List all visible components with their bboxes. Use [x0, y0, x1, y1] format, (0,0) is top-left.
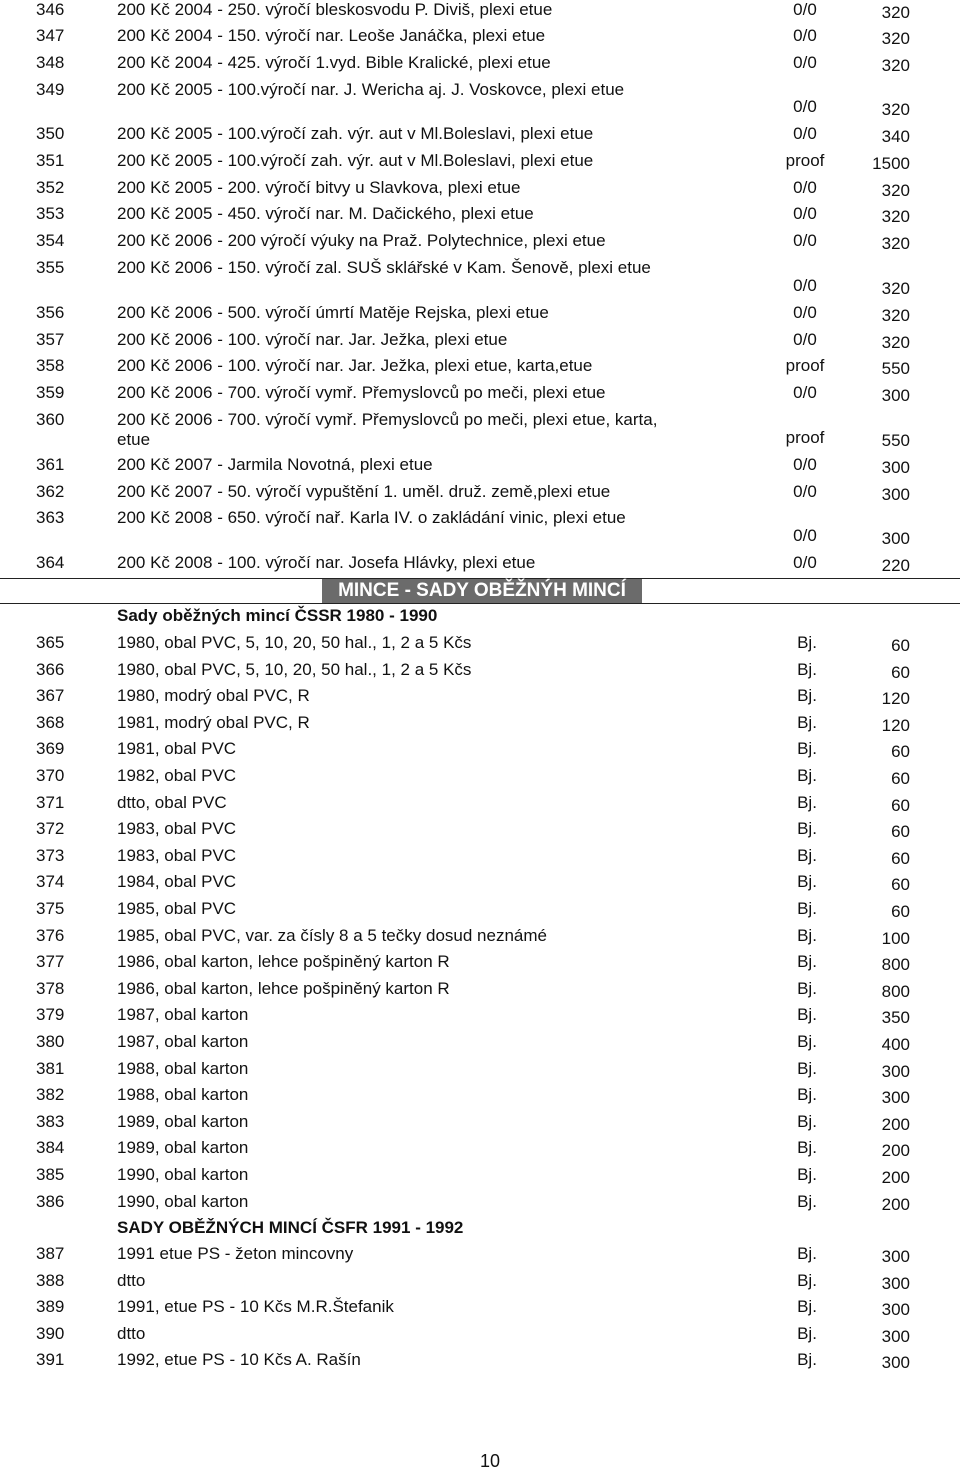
item-description: 200 Kč 2005 - 200. výročí bitvy u Slavkova, plexi etue [117, 178, 521, 197]
page-number: 10 [480, 1451, 501, 1471]
item-condition: 0/0 [793, 303, 817, 322]
item-price: 60 [891, 662, 910, 682]
item-description: 200 Kč 2007 - Jarmila Novotná, plexi etue [117, 455, 433, 474]
item-description: 200 Kč 2008 - 650. výročí nař. Karla IV. o zakládání vinic, plexi etue [117, 508, 626, 527]
item-condition: 0/0 [793, 53, 817, 72]
item-price: 60 [891, 822, 910, 842]
item-number: 376 [36, 925, 65, 945]
item-description: 1988, obal karton [117, 1085, 249, 1105]
item-condition: 0/0 [793, 526, 817, 545]
item-condition: 0/0 [793, 383, 817, 402]
item-price: 320 [881, 3, 910, 22]
item-price: 320 [881, 279, 910, 298]
item-number: 346 [36, 0, 65, 19]
item-price: 320 [881, 56, 910, 75]
item-description: 1990, obal karton [117, 1191, 249, 1211]
item-description: 200 Kč 2006 - 700. výročí vymř. Přemyslovců po meči, plexi etue [117, 383, 606, 402]
item-condition: 0/0 [793, 124, 817, 143]
item-condition: Bj. [797, 766, 817, 785]
item-price: 220 [881, 556, 910, 575]
item-condition: Bj. [797, 1270, 817, 1290]
item-number: 368 [36, 712, 65, 732]
item-price: 300 [881, 1061, 910, 1081]
item-number: 385 [36, 1165, 65, 1184]
item-price: 300 [881, 1088, 910, 1108]
item-description: 1987, obal karton [117, 1032, 249, 1051]
item-condition: Bj. [797, 1111, 817, 1131]
item-condition: 0/0 [793, 276, 817, 295]
item-description: dtto [117, 1270, 146, 1290]
item-condition: Bj. [797, 1191, 817, 1211]
item-description: 200 Kč 2005 - 100.výročí zah. výr. aut v Ml.Boleslavi, plexi etue [117, 151, 594, 170]
section-banner [0, 578, 960, 604]
item-condition: Bj. [797, 1058, 817, 1078]
item-condition: Bj. [797, 686, 817, 706]
item-price: 300 [881, 1247, 910, 1266]
item-number: 370 [36, 766, 65, 785]
item-number: 371 [36, 792, 65, 812]
item-price: 300 [881, 1300, 910, 1320]
item-condition: Bj. [797, 872, 817, 892]
item-price: 800 [881, 981, 910, 1001]
item-price: 300 [881, 529, 910, 548]
item-condition: Bj. [797, 659, 817, 679]
item-price: 60 [891, 636, 910, 655]
item-condition: Bj. [797, 1165, 817, 1184]
item-number: 377 [36, 952, 65, 972]
item-condition: 0/0 [793, 26, 817, 45]
item-condition: Bj. [797, 899, 817, 918]
item-number: 387 [36, 1244, 65, 1263]
item-price: 300 [881, 485, 910, 504]
item-number: 349 [36, 80, 65, 99]
item-description: 1983, obal PVC [117, 845, 237, 865]
item-price: 320 [881, 234, 910, 253]
item-description: 1985, obal PVC, var. za čísly 8 a 5 tečky dosud neznámé [117, 925, 547, 945]
item-price: 320 [881, 181, 910, 200]
item-condition: 0/0 [793, 330, 817, 349]
item-number: 383 [36, 1111, 65, 1131]
item-number: 391 [36, 1350, 65, 1370]
item-description: 1987, obal karton [117, 1005, 249, 1025]
item-description: 200 Kč 2007 - 50. výročí vypuštění 1. uměl. druž. země,plexi etue [117, 482, 611, 501]
item-description: 1989, obal karton [117, 1111, 249, 1131]
item-price: 120 [881, 715, 910, 735]
item-description: 1981, modrý obal PVC, R [117, 712, 310, 732]
item-condition: Bj. [797, 1323, 817, 1343]
item-number: 366 [36, 659, 65, 679]
item-condition: proof [785, 151, 825, 170]
item-condition: 0/0 [793, 455, 817, 474]
item-condition: Bj. [797, 819, 817, 839]
item-number: 380 [36, 1032, 65, 1051]
item-condition: Bj. [797, 633, 817, 652]
item-condition: 0/0 [793, 204, 817, 223]
item-price: 60 [891, 795, 910, 815]
item-description: 1986, obal karton, lehce pošpiněný karton R [117, 952, 450, 972]
item-number: 390 [36, 1323, 65, 1343]
item-number: 357 [36, 330, 65, 349]
item-price: 300 [881, 1273, 910, 1293]
item-condition: 0/0 [793, 178, 817, 197]
item-condition: Bj. [797, 1244, 817, 1263]
item-condition: Bj. [797, 1138, 817, 1158]
item-price: 200 [881, 1194, 910, 1214]
item-description: 200 Kč 2005 - 100.výročí nar. J. Wericha aj. J. Voskovce, plexi etue [117, 80, 625, 99]
item-number: 350 [36, 124, 65, 143]
item-description: 1991 etue PS - žeton mincovny [117, 1244, 354, 1263]
item-condition: proof [785, 428, 825, 447]
item-price: 60 [891, 902, 910, 921]
item-description: 1984, obal PVC [117, 872, 237, 892]
item-description: 1982, obal PVC [117, 766, 237, 785]
item-description: 200 Kč 2006 - 150. výročí zal. SUŠ sklářské v Kam. Šenově, plexi etue [117, 258, 651, 277]
item-price: 320 [881, 306, 910, 325]
item-price: 60 [891, 848, 910, 868]
item-number: 364 [36, 553, 65, 572]
item-condition: 0/0 [793, 97, 817, 116]
item-description: 200 Kč 2004 - 250. výročí bleskosvodu P. Diviš, plexi etue [117, 0, 553, 19]
item-number: 367 [36, 686, 65, 706]
item-number: 375 [36, 899, 65, 918]
item-price: 200 [881, 1114, 910, 1134]
item-description: 200 Kč 2004 - 425. výročí 1.vyd. Bible Kralické, plexi etue [117, 53, 551, 72]
subheading-cssr: Sady oběžných mincí ČSSR 1980 - 1990 [117, 606, 438, 625]
item-price: 550 [881, 431, 910, 450]
item-price: 60 [891, 769, 910, 788]
item-number: 348 [36, 53, 65, 72]
item-price: 1500 [872, 154, 910, 173]
item-price: 200 [881, 1168, 910, 1187]
item-number: 386 [36, 1191, 65, 1211]
item-number: 358 [36, 356, 65, 375]
item-price: 300 [881, 1353, 910, 1373]
item-description: 1980, obal PVC, 5, 10, 20, 50 hal., 1, 2 a 5 Kčs [117, 633, 472, 652]
item-condition: Bj. [797, 1032, 817, 1051]
item-price: 120 [881, 689, 910, 709]
item-description: 200 Kč 2006 - 700. výročí vymř. Přemyslovců po meči, plexi etue, karta, etue [117, 410, 658, 449]
item-number: 363 [36, 508, 65, 527]
item-number: 379 [36, 1005, 65, 1025]
item-description: 200 Kč 2004 - 150. výročí nar. Leoše Janáčka, plexi etue [117, 26, 546, 45]
item-description: 1981, obal PVC [117, 739, 237, 759]
item-price: 340 [881, 127, 910, 146]
item-condition: Bj. [797, 952, 817, 972]
item-description: dtto, obal PVC [117, 792, 227, 812]
item-condition: Bj. [797, 925, 817, 945]
item-price: 60 [891, 875, 910, 895]
item-condition: Bj. [797, 792, 817, 812]
item-price: 800 [881, 955, 910, 975]
item-price: 320 [881, 29, 910, 48]
item-number: 360 [36, 410, 65, 429]
item-number: 365 [36, 633, 65, 652]
item-description: 1990, obal karton [117, 1165, 249, 1184]
item-description: 1989, obal karton [117, 1138, 249, 1158]
item-price: 300 [881, 1326, 910, 1346]
item-price: 550 [881, 359, 910, 378]
item-price: 60 [891, 742, 910, 762]
item-price: 320 [881, 333, 910, 352]
item-number: 354 [36, 231, 65, 250]
item-condition: Bj. [797, 739, 817, 759]
item-number: 381 [36, 1058, 65, 1078]
item-number: 382 [36, 1085, 65, 1105]
item-description: 1980, modrý obal PVC, R [117, 686, 310, 706]
item-number: 374 [36, 872, 65, 892]
item-description: 1992, etue PS - 10 Kčs A. Rašín [117, 1350, 361, 1370]
item-price: 400 [881, 1035, 910, 1054]
item-number: 378 [36, 978, 65, 998]
item-description: 1988, obal karton [117, 1058, 249, 1078]
item-condition: Bj. [797, 1297, 817, 1317]
item-price: 100 [881, 928, 910, 948]
item-condition: Bj. [797, 1350, 817, 1370]
item-condition: Bj. [797, 1005, 817, 1025]
item-condition: 0/0 [793, 553, 817, 572]
item-price: 350 [881, 1008, 910, 1028]
subheading-csfr: SADY OBĚŽNÝCH MINCÍ ČSFR 1991 - 1992 [117, 1218, 464, 1237]
item-price: 300 [881, 386, 910, 405]
item-price: 320 [881, 100, 910, 119]
item-description: 1985, obal PVC [117, 899, 237, 918]
item-number: 388 [36, 1270, 65, 1290]
item-condition: 0/0 [793, 482, 817, 501]
item-number: 369 [36, 739, 65, 759]
item-description: 200 Kč 2006 - 500. výročí úmrtí Matěje Rejska, plexi etue [117, 303, 549, 322]
item-description: 200 Kč 2006 - 200 výročí výuky na Praž. Polytechnice, plexi etue [117, 231, 606, 250]
item-number: 347 [36, 26, 65, 45]
item-number: 361 [36, 455, 65, 474]
item-number: 359 [36, 383, 65, 402]
item-description: dtto [117, 1323, 146, 1343]
item-description: 200 Kč 2008 - 100. výročí nar. Josefa Hlávky, plexi etue [117, 553, 536, 572]
item-price: 300 [881, 458, 910, 477]
item-number: 362 [36, 482, 65, 501]
item-condition: proof [785, 356, 825, 375]
item-description: 1983, obal PVC [117, 819, 237, 839]
item-number: 389 [36, 1297, 65, 1317]
item-price: 200 [881, 1141, 910, 1161]
item-condition: Bj. [797, 845, 817, 865]
item-number: 353 [36, 204, 65, 223]
item-number: 384 [36, 1138, 65, 1158]
item-condition: Bj. [797, 1085, 817, 1105]
item-number: 373 [36, 845, 65, 865]
item-number: 352 [36, 178, 65, 197]
item-description: 200 Kč 2005 - 100.výročí zah. výr. aut v Ml.Boleslavi, plexi etue [117, 124, 594, 143]
item-number: 355 [36, 258, 65, 277]
item-description: 1991, etue PS - 10 Kčs M.R.Štefanik [117, 1297, 394, 1317]
item-description: 1986, obal karton, lehce pošpiněný karton R [117, 978, 450, 998]
item-condition: 0/0 [793, 231, 817, 250]
item-description: 200 Kč 2005 - 450. výročí nar. M. Dačického, plexi etue [117, 204, 534, 223]
banner-title: MINCE - SADY OBĚŽNÝH MINCÍ [338, 580, 626, 601]
item-number: 356 [36, 303, 65, 322]
item-number: 351 [36, 151, 65, 170]
item-price: 320 [881, 207, 910, 226]
item-condition: 0/0 [793, 0, 817, 19]
item-condition: Bj. [797, 978, 817, 998]
item-description: 1980, obal PVC, 5, 10, 20, 50 hal., 1, 2 a 5 Kčs [117, 659, 472, 679]
item-description: 200 Kč 2006 - 100. výročí nar. Jar. Ježka, plexi etue, karta,etue [117, 356, 593, 375]
item-condition: Bj. [797, 712, 817, 732]
item-description: 200 Kč 2006 - 100. výročí nar. Jar. Ježka, plexi etue [117, 330, 508, 349]
item-number: 372 [36, 819, 65, 839]
